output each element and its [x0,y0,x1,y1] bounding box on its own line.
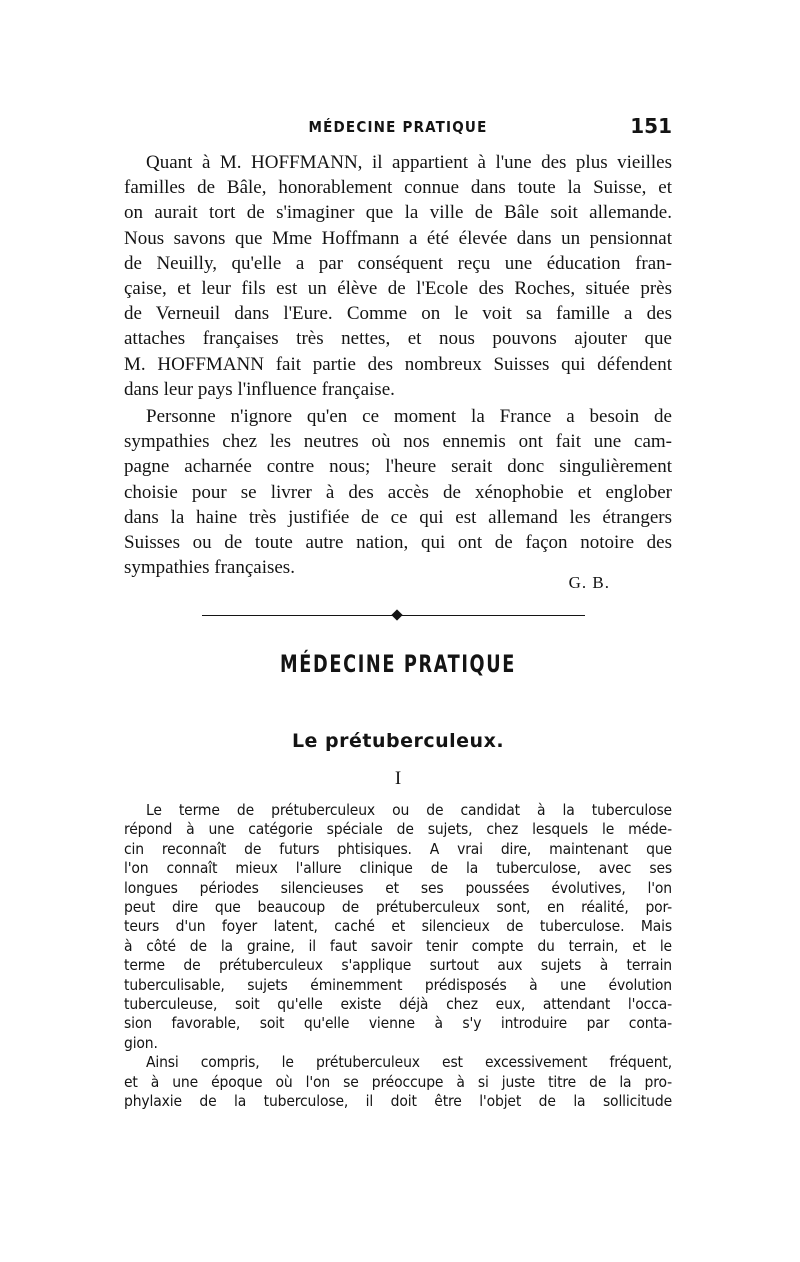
text-line: phylaxie de la tuberculose, il doit être l'objet de la sollicitude [124,1092,672,1111]
paragraph-sympathies [124,404,672,580]
text-line: sympathies chez les neutres où nos ennemis ont fait une cam- [124,431,672,453]
text-line: teurs d'un foyer latent, caché et silencieux de tuberculose. Mais [124,917,672,936]
text-line: tuberculeuse, soit qu'elle existe déjà chez eux, attendant l'occa- [124,995,672,1014]
text-line: l'on connaît mieux l'allure clinique de la tuberculose, avec ses [124,859,672,878]
text-line: sion favorable, soit qu'elle vienne à s'y introduire par conta- [124,1014,672,1033]
text-line: Le terme de prétuberculeux ou de candidat à la tuberculose [146,801,672,819]
text-line: terme de prétuberculeux s'applique surtout aux sujets à terrain [124,956,672,975]
text-line: attaches françaises très nettes, et nous pouvons ajouter que [124,328,672,350]
chapter-numeral: I [394,768,402,789]
paragraph-hoffmann [124,150,672,402]
text-line: répond à une catégorie spéciale de sujets, chez lesquels le méde- [124,820,672,839]
text-line: dans leur pays l'influence française. [124,378,395,400]
section-separator [202,611,585,621]
section-title: MÉDECINE PRATIQUE [279,650,517,678]
text-line: et à une époque où l'on se préoccupe à si juste titre de la pro- [124,1072,672,1091]
text-line: Personne n'ignore qu'en ce moment la France a besoin de [146,406,672,427]
text-line: familles de Bâle, honorablement connue dans toute la Suisse, et [124,177,672,199]
author-signature: G. B. [568,573,610,592]
text-line: sympathies françaises. [124,557,295,579]
article-body [124,801,672,1112]
text-line: on aurait tort de s'imaginer que la ville de Bâle soit allemande. [124,202,672,224]
text-line: longues périodes silencieuses et ses poussées évolutives, l'on [124,878,672,897]
diamond-ornament-icon [391,609,402,620]
text-line: à côté de la graine, il faut savoir tenir compte du terrain, et le [124,936,672,955]
text-line: Suisses ou de toute autre nation, qui ont de façon notoire des [124,532,672,554]
text-line: Nous savons que Mme Hoffmann a été élevée dans un pensionnat [124,227,672,249]
running-header [124,114,672,142]
text-line: de Verneuil dans l'Eure. Comme on le voit sa famille a des [124,303,672,325]
text-line: gion. [124,1033,158,1052]
text-line: M. HOFFMANN fait partie des nombreux Suisses qui défendent [124,353,672,375]
text-line: Quant à M. HOFFMANN, il appartient à l'une des plus vieilles [146,152,672,173]
text-line: dans la haine très justifiée de ce qui est allemand les étrangers [124,506,672,528]
page-number: 151 [630,114,672,138]
text-line: peut dire que beaucoup de prétuberculeux sont, en réalité, por- [124,898,672,917]
text-line: de Neuilly, qu'elle a par conséquent reçu une éducation fran- [124,252,672,274]
text-line: cin reconnaît de futurs phtisiques. A vrai dire, maintenant que [124,839,672,858]
article-title: Le prétuberculeux. [291,730,505,752]
text-line: tuberculisable, sujets éminemment prédisposés à une évolution [124,975,672,994]
running-title: MÉDECINE PRATIQUE [308,118,488,136]
text-line: Ainsi compris, le prétuberculeux est excessivement fréquent, [146,1053,672,1072]
text-line: pagne acharnée contre nous; l'heure serait donc singulièrement [124,456,672,478]
text-line: çaise, et leur fils est un élève de l'Ecole des Roches, située près [124,278,672,300]
text-line: choisie pour se livrer à des accès de xénophobie et englober [124,481,672,503]
